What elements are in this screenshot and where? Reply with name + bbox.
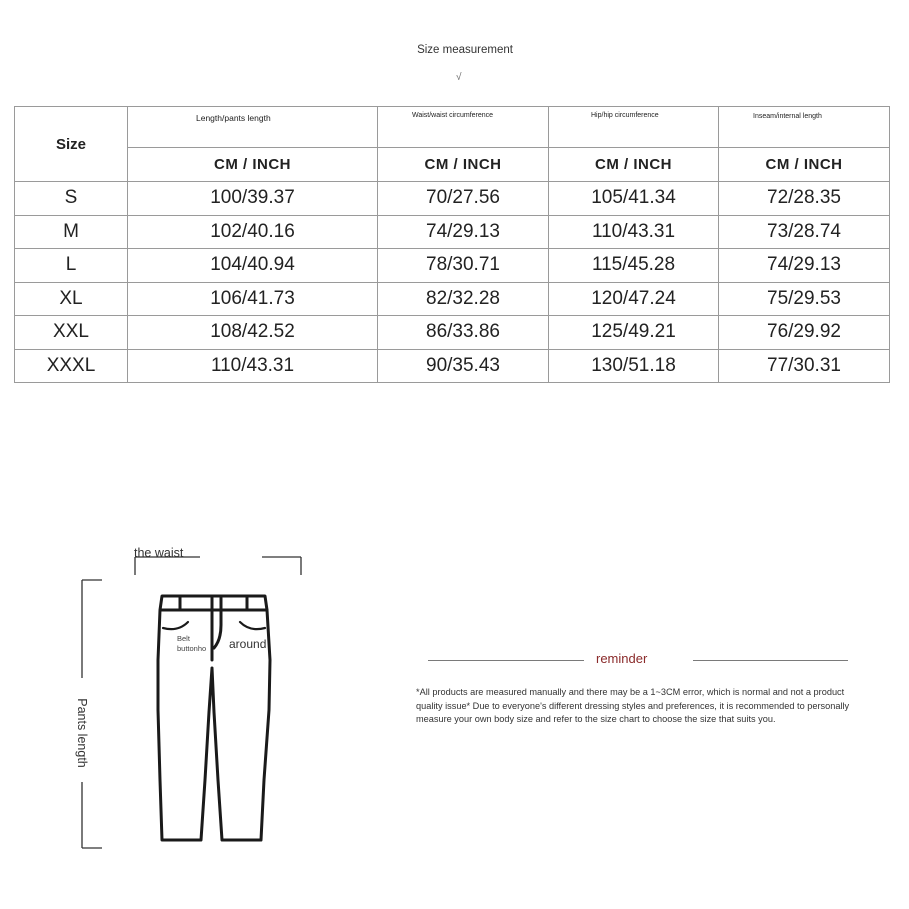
table-cell: 110/43.31 <box>549 215 719 249</box>
table-cell: 104/40.94 <box>128 249 378 283</box>
belt-buttonhole-label <box>177 634 206 654</box>
size-cell: XL <box>15 282 128 316</box>
column-header-waist: Waist/waist circumference <box>378 107 549 148</box>
table-header-row <box>15 107 890 148</box>
table-cell: 120/47.24 <box>549 282 719 316</box>
size-cell: XXL <box>15 316 128 350</box>
table-cell: 73/28.74 <box>719 215 890 249</box>
table-cell: 77/30.31 <box>719 349 890 383</box>
table-row <box>15 316 890 350</box>
size-cell: L <box>15 249 128 283</box>
table-cell: 82/32.28 <box>378 282 549 316</box>
check-mark: √ <box>456 72 462 83</box>
table-cell: 70/27.56 <box>378 182 549 216</box>
size-cell: S <box>15 182 128 216</box>
column-header-length: Length/pants length <box>128 107 378 148</box>
table-cell: 115/45.28 <box>549 249 719 283</box>
table-unit-row <box>15 148 890 182</box>
reminder-label: reminder <box>596 651 648 666</box>
reminder-divider-left <box>428 660 584 661</box>
table-cell: 105/41.34 <box>549 182 719 216</box>
size-table <box>14 106 890 383</box>
unit-header: CM / INCH <box>378 148 549 182</box>
size-column-header: Size <box>15 107 128 182</box>
belt-label-line2: buttonho <box>177 644 207 653</box>
table-row <box>15 215 890 249</box>
table-cell: 86/33.86 <box>378 316 549 350</box>
table-row <box>15 282 890 316</box>
table-cell: 100/39.37 <box>128 182 378 216</box>
table-cell: 110/43.31 <box>128 349 378 383</box>
unit-header: CM / INCH <box>128 148 378 182</box>
table-cell: 90/35.43 <box>378 349 549 383</box>
table-cell: 125/49.21 <box>549 316 719 350</box>
around-label: around <box>229 637 267 651</box>
table-row <box>15 249 890 283</box>
belt-label-line1: Belt <box>177 634 190 643</box>
size-cell: M <box>15 215 128 249</box>
table-cell: 106/41.73 <box>128 282 378 316</box>
table-cell: 72/28.35 <box>719 182 890 216</box>
table-row <box>15 182 890 216</box>
pants-icon <box>158 596 270 840</box>
table-cell: 78/30.71 <box>378 249 549 283</box>
table-cell: 76/29.92 <box>719 316 890 350</box>
table-cell: 74/29.13 <box>378 215 549 249</box>
table-cell: 75/29.53 <box>719 282 890 316</box>
table-cell: 108/42.52 <box>128 316 378 350</box>
table-cell: 74/29.13 <box>719 249 890 283</box>
pants-length-label: Pants length <box>75 698 89 768</box>
unit-header: CM / INCH <box>719 148 890 182</box>
column-header-inseam: Inseam/internal length <box>719 107 890 148</box>
reminder-divider-right <box>693 660 848 661</box>
table-cell: 130/51.18 <box>549 349 719 383</box>
size-cell: XXXL <box>15 349 128 383</box>
unit-header: CM / INCH <box>549 148 719 182</box>
page-title: Size measurement <box>417 44 513 56</box>
reminder-text: *All products are measured manually and there may be a 1~3CM error, which is normal and not a product quality issue* Due to everyone's different dressing styles and preferences, it is recommended to personally measure your own body size and refer to the size chart to choose the size that suits you. <box>416 687 850 724</box>
waist-label: the waist <box>134 546 184 560</box>
column-header-hip: Hip/hip circumference <box>549 107 719 148</box>
table-row <box>15 349 890 383</box>
table-cell: 102/40.16 <box>128 215 378 249</box>
